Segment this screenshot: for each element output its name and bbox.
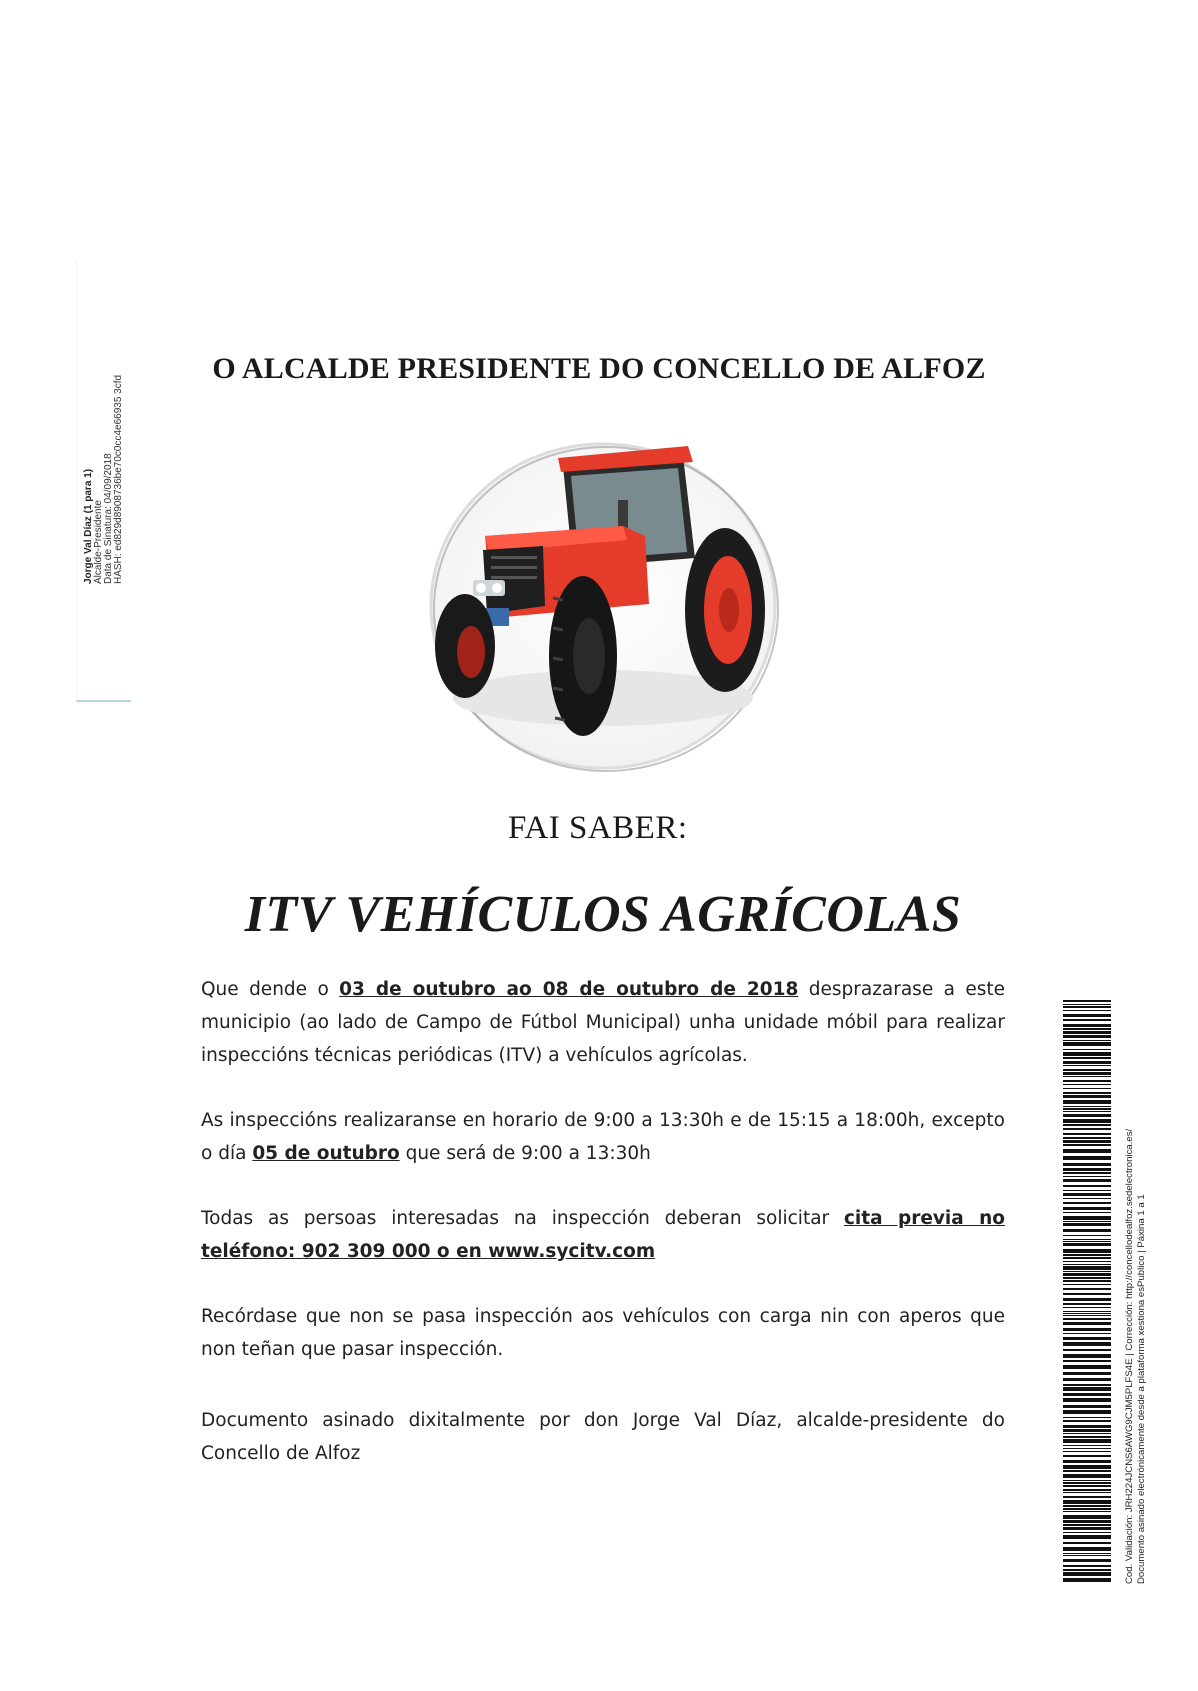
barcode-bar (1063, 1114, 1111, 1117)
barcode-bar (1063, 1156, 1111, 1160)
barcode-bar (1063, 1149, 1111, 1153)
barcode-bar (1063, 1176, 1111, 1177)
barcode-bar (1063, 1119, 1111, 1123)
barcode-bar (1063, 1578, 1111, 1582)
barcode-bar (1063, 1092, 1111, 1094)
barcode-bar (1063, 1035, 1111, 1038)
barcode-bar (1063, 1569, 1111, 1571)
barcode-bar (1063, 1298, 1111, 1301)
fai-saber-label: FAI SABER: (508, 810, 688, 846)
barcode-bar (1063, 1264, 1111, 1265)
barcode-bar (1063, 1313, 1111, 1314)
barcode-bar (1063, 1307, 1111, 1308)
paragraph-signature (201, 1404, 1005, 1470)
notice-body (201, 973, 1005, 1502)
barcode-bar (1063, 1500, 1111, 1504)
itv-heading (0, 885, 1198, 944)
barcode-bar (1063, 1489, 1111, 1491)
barcode-bar (1063, 1572, 1111, 1576)
signature-line-1: Jorge Val Díaz (1 para 1) (83, 468, 94, 584)
barcode-bar (1063, 1190, 1111, 1191)
barcode-bar (1063, 1106, 1111, 1107)
barcode-bar (1063, 1365, 1111, 1369)
signature-line-3: Data de Sinatura: 04/09/2018 (103, 453, 114, 584)
barcode-bar (1063, 1069, 1111, 1071)
barcode-bar (1063, 1547, 1111, 1551)
p4-text: Recórdase que non se pasa inspección aos vehículos con carga nin con aperos que non teñan que pasar inspección. (201, 1306, 1005, 1360)
barcode-bar (1063, 1565, 1111, 1567)
barcode-bar (1063, 1243, 1111, 1246)
barcode-bar (1063, 1315, 1111, 1316)
barcode-bar (1063, 1485, 1111, 1487)
paragraph-appointment (201, 1202, 1005, 1268)
barcode-bar (1063, 1072, 1111, 1075)
barcode-bar (1063, 1387, 1111, 1391)
tractor-illustration (413, 428, 793, 776)
barcode-bar (1063, 1202, 1111, 1204)
barcode-bar (1063, 1508, 1111, 1510)
signature-line-4: HASH: ed829d8908736be70c0cc4e66935 3cfd (113, 374, 124, 584)
barcode-bar (1063, 1322, 1111, 1325)
barcode-bar (1063, 1559, 1111, 1562)
barcode-bar (1063, 1124, 1111, 1126)
p1-post: desprazarase a este municipio (ao lado de Campo de Fútbol Municipal) unha unidade móbil para realizar inspeccións técnicas periódicas (ITV) a vehículos agrícolas. (201, 979, 1005, 1066)
barcode-bar (1063, 1439, 1111, 1443)
p5-text: Documento asinado dixitalmente por don Jorge Val Díaz, alcalde-presidente do Concello de Alfoz (201, 1410, 1005, 1464)
barcode-bar (1063, 1010, 1111, 1011)
barcode-bar (1063, 1318, 1111, 1320)
barcode-bar (1063, 1163, 1111, 1166)
barcode-bar (1063, 1006, 1111, 1008)
barcode-bar (1063, 1465, 1111, 1469)
barcode-bar (1063, 1241, 1111, 1242)
barcode-bar (1063, 1137, 1111, 1139)
barcode-bar (1063, 1480, 1111, 1481)
barcode-bar (1063, 1337, 1111, 1340)
barcode-bar (1063, 1511, 1111, 1512)
barcode-bar (1063, 1553, 1111, 1554)
barcode-bar (1063, 1108, 1111, 1110)
barcode-bar (1063, 1052, 1111, 1056)
barcode-bar (1063, 1031, 1111, 1034)
barcode-bar (1063, 1280, 1111, 1282)
barcode-bar (1063, 1436, 1111, 1438)
barcode-bar (1063, 1451, 1111, 1452)
barcode-bar (1063, 1080, 1111, 1082)
p2-date: 05 de outubro (252, 1143, 400, 1164)
paragraph-schedule (201, 1104, 1005, 1170)
barcode-bar (1063, 1277, 1111, 1279)
barcode-bar (1063, 1445, 1111, 1446)
barcode-bar (1063, 1239, 1111, 1240)
signature-line-2: Alcalde-Presidente (93, 500, 104, 584)
barcode-bar (1063, 1100, 1111, 1104)
barcode-bar (1063, 1179, 1111, 1182)
barcode-bar (1063, 1212, 1111, 1213)
barcode-bar (1063, 1273, 1111, 1276)
barcode-bar (1063, 1235, 1111, 1236)
barcode (1063, 1000, 1111, 1584)
barcode-bar (1063, 1349, 1111, 1351)
itv-heading-text: ITV VEHÍCULOS AGRÍCOLAS (244, 886, 962, 943)
barcode-bar (1063, 1057, 1111, 1059)
barcode-bar (1063, 1266, 1111, 1270)
barcode-bar (1063, 1088, 1111, 1089)
barcode-bar (1063, 1492, 1111, 1493)
barcode-bar (1063, 1223, 1111, 1226)
barcode-graphic (1063, 1000, 1111, 1584)
barcode-bar (1063, 1095, 1111, 1098)
p1-dates: 03 de outubro ao 08 de outubro de 2018 (339, 979, 799, 1000)
barcode-bar (1063, 1049, 1111, 1050)
barcode-bar (1063, 1555, 1111, 1556)
barcode-bar (1063, 1254, 1111, 1256)
validation-text (1120, 1012, 1156, 1584)
barcode-bar (1063, 1293, 1111, 1295)
barcode-bar (1063, 1144, 1111, 1146)
barcode-bar (1063, 1128, 1111, 1130)
paragraph-reminder (201, 1300, 1005, 1366)
barcode-bar (1063, 1405, 1111, 1408)
barcode-bar (1063, 1084, 1111, 1085)
barcode-bar (1063, 1288, 1111, 1290)
p3-pre: Todas as persoas interesadas na inspección deberan solicitar (201, 1208, 844, 1229)
barcode-bar (1063, 1061, 1111, 1064)
barcode-bar (1063, 1172, 1111, 1174)
barcode-bar (1063, 1257, 1111, 1259)
paragraph-dates (201, 973, 1005, 1072)
barcode-bar (1063, 1398, 1111, 1402)
barcode-bar (1063, 1014, 1111, 1017)
barcode-bar (1063, 1185, 1111, 1187)
barcode-bar (1063, 1328, 1111, 1331)
validation-line-1: Cod. Validación: JRH224JCNS6AWG9CJM5PLFS4E | Corrección: http://concellodealfoz.sedelectronica.es/ (1124, 1128, 1135, 1584)
signature-strip (76, 260, 131, 702)
barcode-bar (1063, 1520, 1111, 1523)
validation-line-2: Documento asinado electrónicamente desde a plataforma xestiona esPublico | Páxina 1 a 1 (1136, 1194, 1147, 1584)
barcode-bar (1063, 1360, 1111, 1362)
barcode-bar (1063, 1460, 1111, 1463)
barcode-bar (1063, 1076, 1111, 1077)
barcode-bar (1063, 1384, 1111, 1386)
barcode-bar (1063, 1303, 1111, 1305)
barcode-bar (1063, 1140, 1111, 1143)
barcode-bar (1063, 1470, 1111, 1472)
barcode-bar (1063, 1333, 1111, 1334)
barcode-bar (1063, 1198, 1111, 1199)
p2-post: que será de 9:00 a 13:30h (399, 1143, 651, 1164)
barcode-bar (1063, 1524, 1111, 1526)
barcode-bar (1063, 1410, 1111, 1414)
barcode-bar (1063, 1042, 1111, 1046)
barcode-bar (1063, 1378, 1111, 1381)
barcode-bar (1063, 1482, 1111, 1484)
barcode-bar (1063, 1542, 1111, 1544)
barcode-bar (1063, 1229, 1111, 1232)
barcode-bar (1063, 1474, 1111, 1478)
barcode-bar (1063, 1535, 1111, 1539)
barcode-bar (1063, 1417, 1111, 1418)
barcode-bar (1063, 1216, 1111, 1220)
barcode-bar (1063, 1311, 1111, 1312)
barcode-bar (1063, 1261, 1111, 1262)
barcode-bar (1063, 1133, 1111, 1135)
barcode-bar (1063, 1425, 1111, 1428)
barcode-bar (1063, 1000, 1111, 1002)
tractor-image (413, 428, 793, 776)
barcode-bar (1063, 1221, 1111, 1222)
signature-text (79, 266, 133, 686)
barcode-bar (1063, 1354, 1111, 1358)
barcode-bar (1063, 1342, 1111, 1346)
barcode-bar (1063, 1448, 1111, 1449)
p2-pre: As inspeccións realizaranse en horario de 9:00 a 13:30h e de 15:15 a 18:00h, excepto o día (201, 1110, 1005, 1164)
barcode-bar (1063, 1433, 1111, 1434)
barcode-bar (1063, 1420, 1111, 1422)
barcode-bar (1063, 1527, 1111, 1530)
barcode-bar (1063, 1168, 1111, 1171)
barcode-bar (1063, 1111, 1111, 1112)
barcode-bar (1063, 1393, 1111, 1396)
page-title-text: O ALCALDE PRESIDENTE DO CONCELLO DE ALFOZ (212, 352, 986, 385)
barcode-bar (1063, 1019, 1111, 1021)
barcode-bar (1063, 1249, 1111, 1253)
barcode-bar (1063, 1284, 1111, 1285)
barcode-bar (1063, 1040, 1111, 1041)
barcode-bar (1063, 1024, 1111, 1027)
p3-contact-link[interactable]: cita previa no teléfono: 902 309 000 o en www.sycitv.com (201, 1208, 1006, 1262)
barcode-bar (1063, 1455, 1111, 1457)
barcode-bar (1063, 1496, 1111, 1498)
p1-pre: Que dende o (201, 979, 340, 1000)
barcode-bar (1063, 1372, 1111, 1375)
barcode-bar (1063, 1004, 1111, 1005)
barcode-bar (1063, 1505, 1111, 1507)
page-title (0, 352, 1198, 386)
barcode-bar (1063, 1193, 1111, 1196)
barcode-bar (1063, 1065, 1111, 1066)
barcode-bar (1063, 1028, 1111, 1030)
barcode-bar (1063, 1532, 1111, 1533)
barcode-bar (1063, 1515, 1111, 1519)
barcode-bar (1063, 1207, 1111, 1210)
barcode-bar (1063, 1429, 1111, 1432)
barcode-bar (1063, 1271, 1111, 1272)
